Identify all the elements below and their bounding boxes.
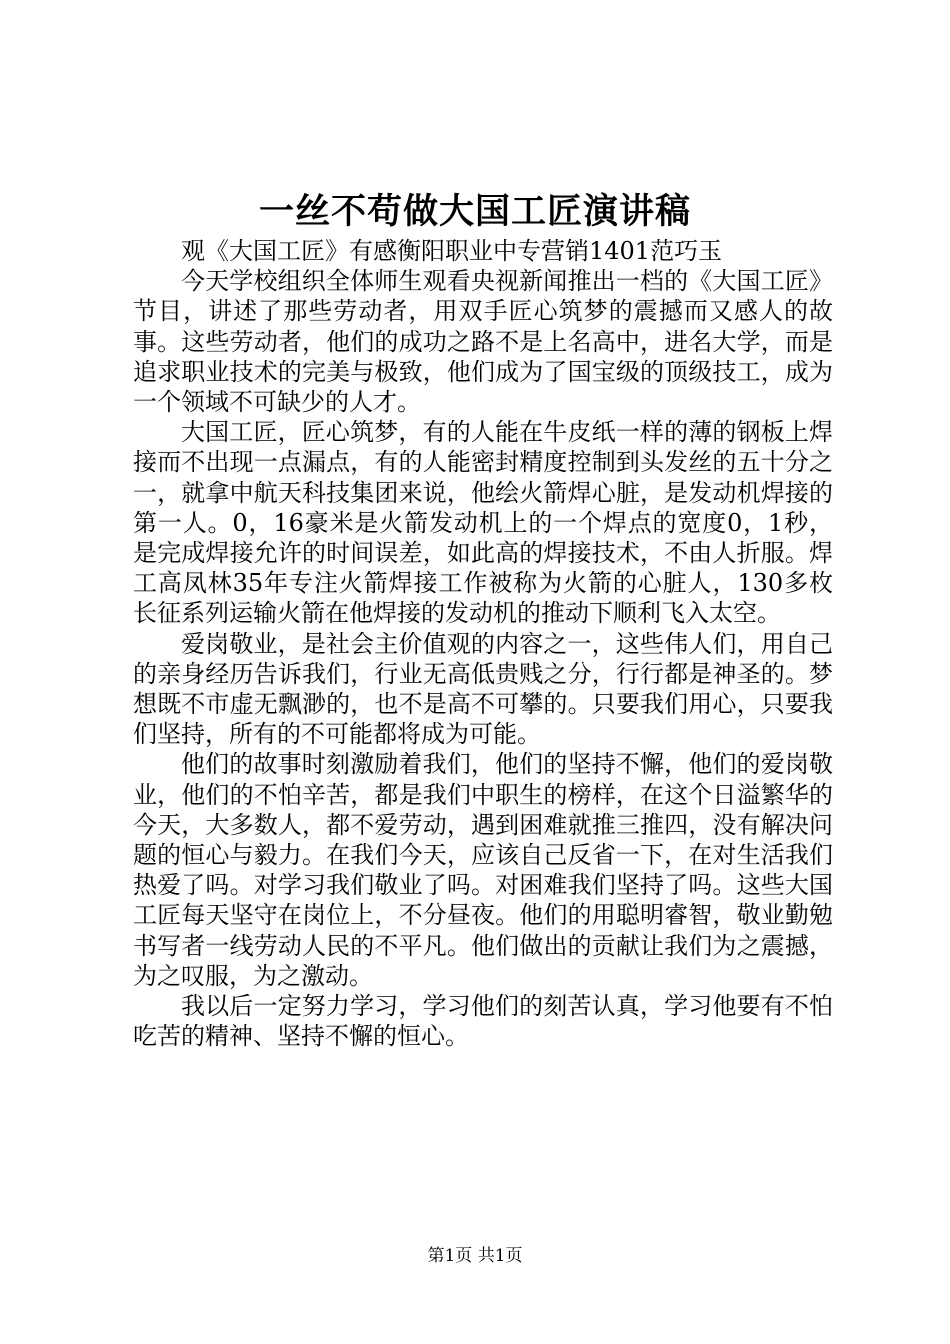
- body-paragraph: 大国工匠，匠心筑梦，有的人能在牛皮纸一样的薄的钢板上焊接而不出现一点漏点，有的人能密封精度控制到头发丝的五十分之一，就拿中航天科技集团来说，他绘火箭焊心脏，是发动机焊接的第一人。0，16豪米是火箭发动机上的一个焊点的宽度0，1秒，是完成焊接允许的时间误差，如此高的焊接技术，不由人折服。焊工高凤林35年专注火箭焊接工作被称为火箭的心脏人，130多枚长征系列运输火箭在他焊接的发动机的推动下顺利飞入太空。: [133, 418, 833, 628]
- document-title: 一丝不苟做大国工匠演讲稿: [258, 191, 691, 232]
- body-paragraph: 我以后一定努力学习，学习他们的刻苦认真，学习他要有不怕吃苦的精神、坚持不懈的恒心。: [133, 992, 833, 1051]
- byline-paragraph: 观《大国工匠》有感衡阳职业中专营销1401范巧玉: [181, 237, 723, 265]
- body-paragraph: 他们的故事时刻激励着我们，他们的坚持不懈，他们的爱岗敬业，他们的不怕辛苦，都是我们中职生的榜样，在这个日溢繁华的今天，大多数人，都不爱劳动，遇到困难就推三推四，没有解决问题的恒心与毅力。在我们今天，应该自己反省一下，在对生活我们热爱了吗。对学习我们敬业了吗。对困难我们坚持了吗。这些大国工匠每天坚守在岗位上，不分昼夜。他们的用聪明睿智，敬业勤勉书写者一线劳动人民的不平凡。他们做出的贡献让我们为之震撼，为之叹服，为之激动。: [133, 750, 833, 990]
- body-paragraph: 爱岗敬业，是社会主价值观的内容之一，这些伟人们，用自己的亲身经历告诉我们，行业无高低贵贱之分，行行都是神圣的。梦想既不市虚无飘渺的，也不是高不可攀的。只要我们用心，只要我们坚持，所有的不可能都将成为可能。: [133, 629, 833, 749]
- page-number-footer: 第1页 共1页: [427, 1246, 523, 1266]
- document-body: [133, 236, 833, 1051]
- body-paragraph: 今天学校组织全体师生观看央视新闻推出一档的《大国工匠》节目，讲述了那些劳动者，用双手匠心筑梦的震撼而又感人的故事。这些劳动者，他们的成功之路不是上名高中，进名大学，而是追求职业技术的完美与极致，他们成为了国宝级的顶级技工，成为一个领域不可缺少的人才。: [133, 267, 833, 417]
